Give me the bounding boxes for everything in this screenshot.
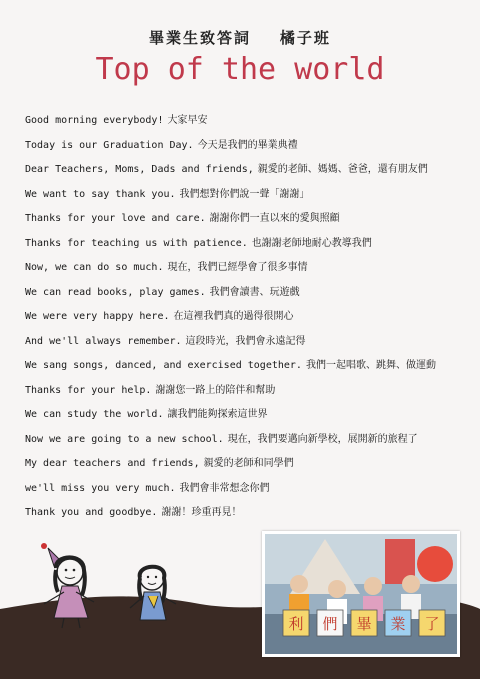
- speech-line-english: Today is our Graduation Day.: [25, 139, 194, 151]
- speech-line: [25, 187, 470, 212]
- speech-line: [25, 456, 470, 481]
- speech-line: [25, 138, 470, 163]
- speech-line-chinese: 我們會讀書、玩遊戲: [209, 286, 300, 298]
- speech-line-chinese: 讓我們能夠探索這世界: [167, 409, 268, 420]
- speech-line: [25, 505, 470, 530]
- speech-line-english: We were very happy here.: [25, 311, 170, 322]
- speech-line-chinese: 大家早安: [167, 115, 208, 126]
- speech-line-english: We sang songs, danced, and exercised together.: [25, 360, 302, 371]
- speech-line-english: Thanks for your help.: [25, 384, 152, 396]
- speech-line-chinese: 謝謝你們一直以來的愛與照顧: [209, 213, 340, 224]
- child-doodle-right: [124, 560, 184, 640]
- speech-line-english: We can read books, play games.: [25, 286, 206, 298]
- speech-line: [25, 162, 470, 187]
- speech-line-english: We want to say thank you.: [25, 188, 176, 200]
- speech-line-english: Thanks for teaching us with patience.: [25, 237, 248, 249]
- speech-line: [25, 309, 470, 334]
- speech-line-chinese: 這段時光，我們會永遠記得: [185, 335, 306, 347]
- photo-sign-char: 了: [424, 615, 440, 633]
- speech-line-chinese: 現在，我們要邁向新學校，展開新的旅程了: [227, 433, 418, 445]
- speech-line-english: Thank you and goodbye.: [25, 507, 158, 518]
- page-subtitle: 畢業生致答詞 橘子班: [149, 29, 331, 47]
- speech-line: [25, 481, 470, 506]
- photo-sign-char: 業: [390, 615, 406, 633]
- speech-line-chinese: 我們想對你們說一聲「謝謝」: [179, 188, 310, 200]
- speech-line: [25, 407, 470, 432]
- photo-illustration: [265, 534, 457, 654]
- speech-lines: [25, 113, 470, 530]
- speech-line-chinese: 今天是我們的畢業典禮: [197, 139, 298, 151]
- speech-line: [25, 113, 470, 138]
- speech-line-english: And we'll always remember.: [25, 335, 182, 347]
- speech-line-chinese: 親愛的老師、媽媽、爸爸，還有朋友們: [257, 164, 428, 175]
- photo-sign-char: 畢: [356, 615, 372, 633]
- speech-line: [25, 236, 470, 261]
- child-doodle-left: [34, 540, 114, 630]
- speech-line-chinese: 親愛的老師和同學們: [203, 458, 294, 469]
- speech-line-chinese: 我們會非常想念你們: [179, 482, 270, 494]
- speech-line: [25, 432, 470, 457]
- speech-line: [25, 358, 470, 383]
- speech-line: [25, 211, 470, 236]
- speech-line-chinese: 謝謝！珍重再見！: [161, 507, 242, 518]
- speech-line-english: Thanks for your love and care.: [25, 213, 206, 224]
- speech-line-chinese: 我們一起唱歌、跳舞、做運動: [305, 360, 436, 371]
- class-photo: [262, 531, 460, 657]
- speech-line: [25, 383, 470, 408]
- speech-line-english: Now we are going to a new school.: [25, 433, 224, 445]
- speech-line-chinese: 現在，我們已經學會了很多事情: [167, 262, 308, 273]
- speech-line-chinese: 也謝謝老師地耐心教導我們: [251, 237, 372, 249]
- speech-line-english: My dear teachers and friends,: [25, 458, 200, 469]
- speech-line-chinese: 謝謝您一路上的陪伴和幫助: [155, 384, 276, 396]
- speech-line-english: Dear Teachers, Moms, Dads and friends,: [25, 164, 254, 175]
- photo-sign-char: 們: [322, 615, 338, 633]
- page-title: Top of the world: [95, 52, 385, 87]
- speech-line-english: Now, we can do so much.: [25, 262, 164, 273]
- speech-line-english: we'll miss you very much.: [25, 482, 176, 494]
- speech-line-chinese: 在這裡我們真的過得很開心: [173, 311, 294, 322]
- speech-line-english: Good morning everybody!: [25, 115, 164, 126]
- photo-sign-char: 利: [288, 615, 304, 633]
- speech-line: [25, 260, 470, 285]
- speech-line: [25, 334, 470, 359]
- speech-line: [25, 285, 470, 310]
- speech-line-english: We can study the world.: [25, 409, 164, 420]
